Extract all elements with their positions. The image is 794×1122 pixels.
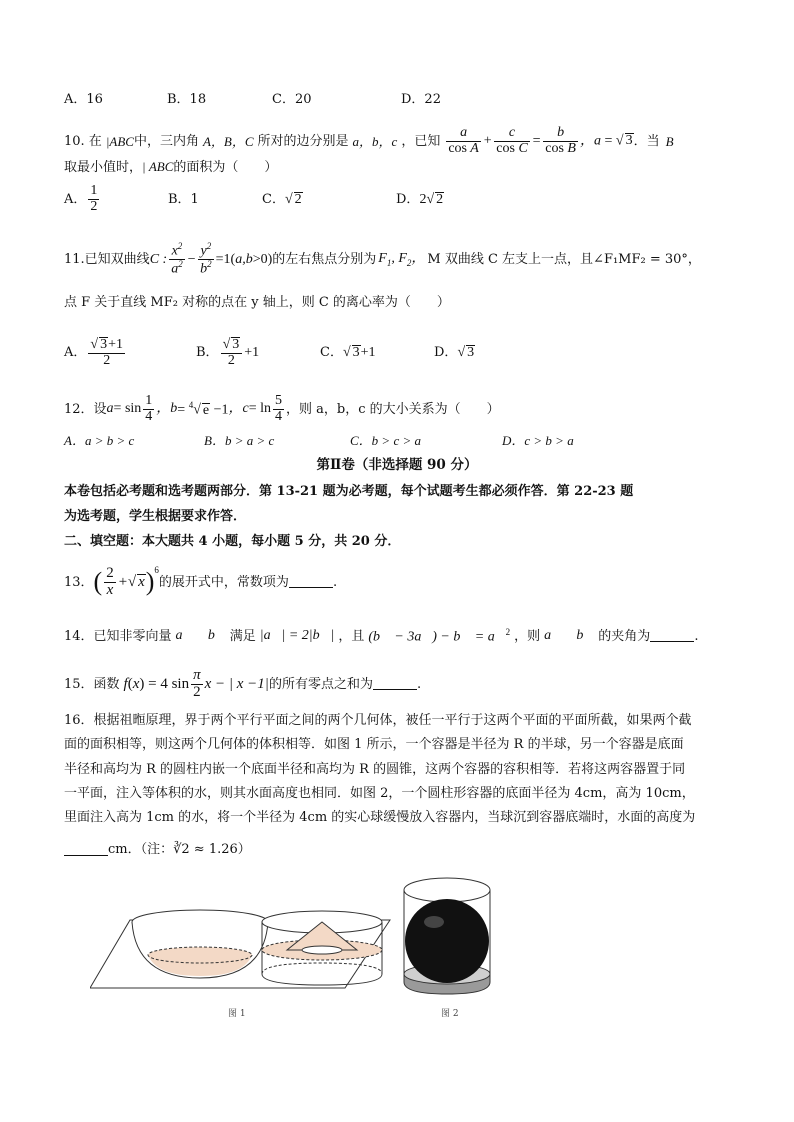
q11-option-c: C．√ 3+1 (320, 345, 376, 361)
q14-vectors2: a⃗ ，b⃗ (544, 628, 595, 644)
q10-prefix: 10. 在 (64, 133, 102, 149)
q10-line2 (64, 160, 277, 174)
q16-line5: 里面注入高为 1cm 的水，将一个半径为 4cm 的实心球缓慢放入容器内，当球沉到容器底端时，水面的高度为 (64, 810, 696, 825)
q16-line2: 面的面积相等，则这两个几何体的体积相等．如图 1 所示，一个容器是半径为 R 的半球，另一个容器是底面 (64, 737, 684, 752)
q11-equation: C : $\frac{x^2}{a^2}$ − $\frac{y^2}{b^2}$ =1( a,b >0) (149, 241, 273, 277)
q14-blank (650, 630, 694, 642)
q11-line2: 点 F 关于直线 MF₂ 对称的点在 y 轴上，则 C 的离心率为（ ） (64, 295, 450, 310)
q9-option-c: C．20 (272, 92, 312, 107)
q10-triangle: |ABC (105, 133, 134, 149)
q13-prefix: 13． (64, 574, 94, 590)
q11-options (64, 337, 624, 368)
q10-options (64, 184, 584, 214)
q14-end: . (694, 628, 699, 644)
q10-line2-tri: | ABC (142, 159, 174, 174)
q16-note: cm．（注：∛2 ≈ 1.26） (108, 842, 251, 857)
q12-option-b: B．b > a > c (204, 433, 275, 448)
q10-text1: 中，三内角 (133, 133, 199, 149)
q15-blank (373, 678, 417, 690)
q10-line1 (64, 126, 674, 156)
q9-option-a: A．16 (64, 92, 103, 107)
figure2-caption: 图 2 (441, 1009, 459, 1019)
q14-text1: 满足 (229, 628, 256, 644)
q14-condition2: (b⃗ − 3a⃗) − b⃗ = a⃗$^2$ (368, 627, 511, 645)
q15-line (64, 668, 421, 701)
q12-text1: ，则 a，b，c 的大小关系为（ ） (286, 401, 500, 417)
q14-text4: 的夹角为 (598, 628, 651, 644)
q10-text3: ，已知 (401, 133, 441, 149)
q11-text2: M 双曲线 C 左支上一点，且∠F₁MF₂ = 30°， (427, 252, 701, 268)
q13-text: 的展开式中，常数项为 (158, 574, 289, 590)
q10-text4: ．当 (633, 133, 660, 149)
q12-option-a: A．a > b > c (64, 433, 135, 448)
q12-equation: a = sin $\frac{1}{4}$ ，b = $^4$√ e −1 ，c = ln $\frac{5}{4}$ (106, 393, 283, 424)
q11-text1: 的左右焦点分别为 (272, 252, 377, 268)
part2-intro-line1: 本卷包括必考题和选考题两部分．第 13-21 题为必考题，每个试题考生都必须作答．第 22-23 题 (64, 484, 634, 499)
q16-line1: 16．根据祖暅原理，界于两个平行平面之间的两个几何体，被任一平行于这两个平面的平面所截，如果两个截 (64, 713, 692, 728)
q11-foci: $F_1$, $F_2$， (378, 250, 426, 268)
part2-intro-line2: 为选考题，学生根据要求作答． (64, 509, 247, 524)
q16-blank (64, 844, 108, 856)
q10-equation: $\frac{a}{\text{cos A}}$ + $\frac{c}{\text{cos C}}$ = $\frac{b}{\text{cos B}}$ ，a = √ 3 (448, 125, 633, 156)
q10-option-d: D．2√ 2 (396, 191, 444, 207)
q11-prefix: 11.已知双曲线 (64, 252, 150, 268)
q14-condition1: |a⃗| = 2|b⃗| (259, 628, 335, 644)
q15-prefix: 15．函数 (64, 676, 120, 692)
q16-line6 (64, 843, 251, 856)
q11-option-a: A． $\frac{√ 3+1}{2}$ (64, 337, 123, 368)
q11-line1 (64, 242, 701, 278)
q10-sides: a，b，c (352, 133, 398, 149)
q14-vectors: a⃗ ，b⃗ (175, 628, 226, 644)
q9-option-b: B．18 (167, 92, 207, 107)
q13-expression: ( $\frac{2}{x}$ + √ x ) $^6$ (93, 565, 159, 598)
part2-title: 第Ⅱ卷（非选择题 90 分） (316, 457, 478, 473)
q10-option-b: B．1 (168, 191, 199, 207)
section-fill-blank: 二、填空题：本大题共 4 小题，每小题 5 分，共 20 分． (64, 534, 401, 549)
q13-end: . (332, 574, 338, 590)
q10-option-c: C．√ 2 (262, 191, 302, 207)
q13-blank (289, 576, 333, 588)
q15-end: . (416, 676, 422, 692)
q11-option-b: B． $\frac{√ 3}{2}$ +1 (196, 337, 260, 368)
q11-option-d: D．√ 3 (434, 345, 475, 361)
q15-function: f ( x ) = 4 sin $\frac{\pi}{2}$ x − | x −1| (123, 667, 269, 700)
figure2-drawing (404, 878, 490, 994)
q12-prefix: 12．设 (64, 401, 107, 417)
q10-angles: A，B，C (202, 133, 254, 149)
q10-option-a: A． $\frac{1}{2}$ (64, 183, 98, 214)
q12-options (64, 434, 624, 447)
q14-text2: ，且 (338, 628, 365, 644)
figure1-drawing (90, 910, 390, 988)
q16-line3: 半径和高均为 R 的圆柱内嵌一个底面半径和高均为 R 的圆锥，这两个容器的容积相等．若将这两容器置于同 (64, 762, 686, 777)
q10-var-b: B (665, 133, 674, 149)
q16-line4: 一平面，注入等体积的水，则其水面高度也相同．如图 2，一个圆柱形容器的底面半径为 4cm，高为 10cm， (64, 786, 695, 801)
q14-text3: ，则 (514, 628, 541, 644)
q12-option-d: D．c > b > a (502, 433, 574, 448)
q14-line (64, 628, 698, 645)
figure1-caption: 图 1 (228, 1009, 246, 1019)
q14-prefix: 14．已知非零向量 (64, 628, 172, 644)
q10-text2: 所对的边分别是 (257, 133, 349, 149)
q15-text: 的所有零点之和为 (268, 676, 373, 692)
q12-option-c: C．b > c > a (350, 433, 421, 448)
q13-line (64, 566, 337, 599)
q12-line1 (64, 394, 500, 424)
q10-line2-c: 的面积为（ ） (173, 160, 278, 175)
q9-option-d: D．22 (401, 92, 441, 107)
q10-line2-a: 取最小值时， (64, 160, 143, 175)
